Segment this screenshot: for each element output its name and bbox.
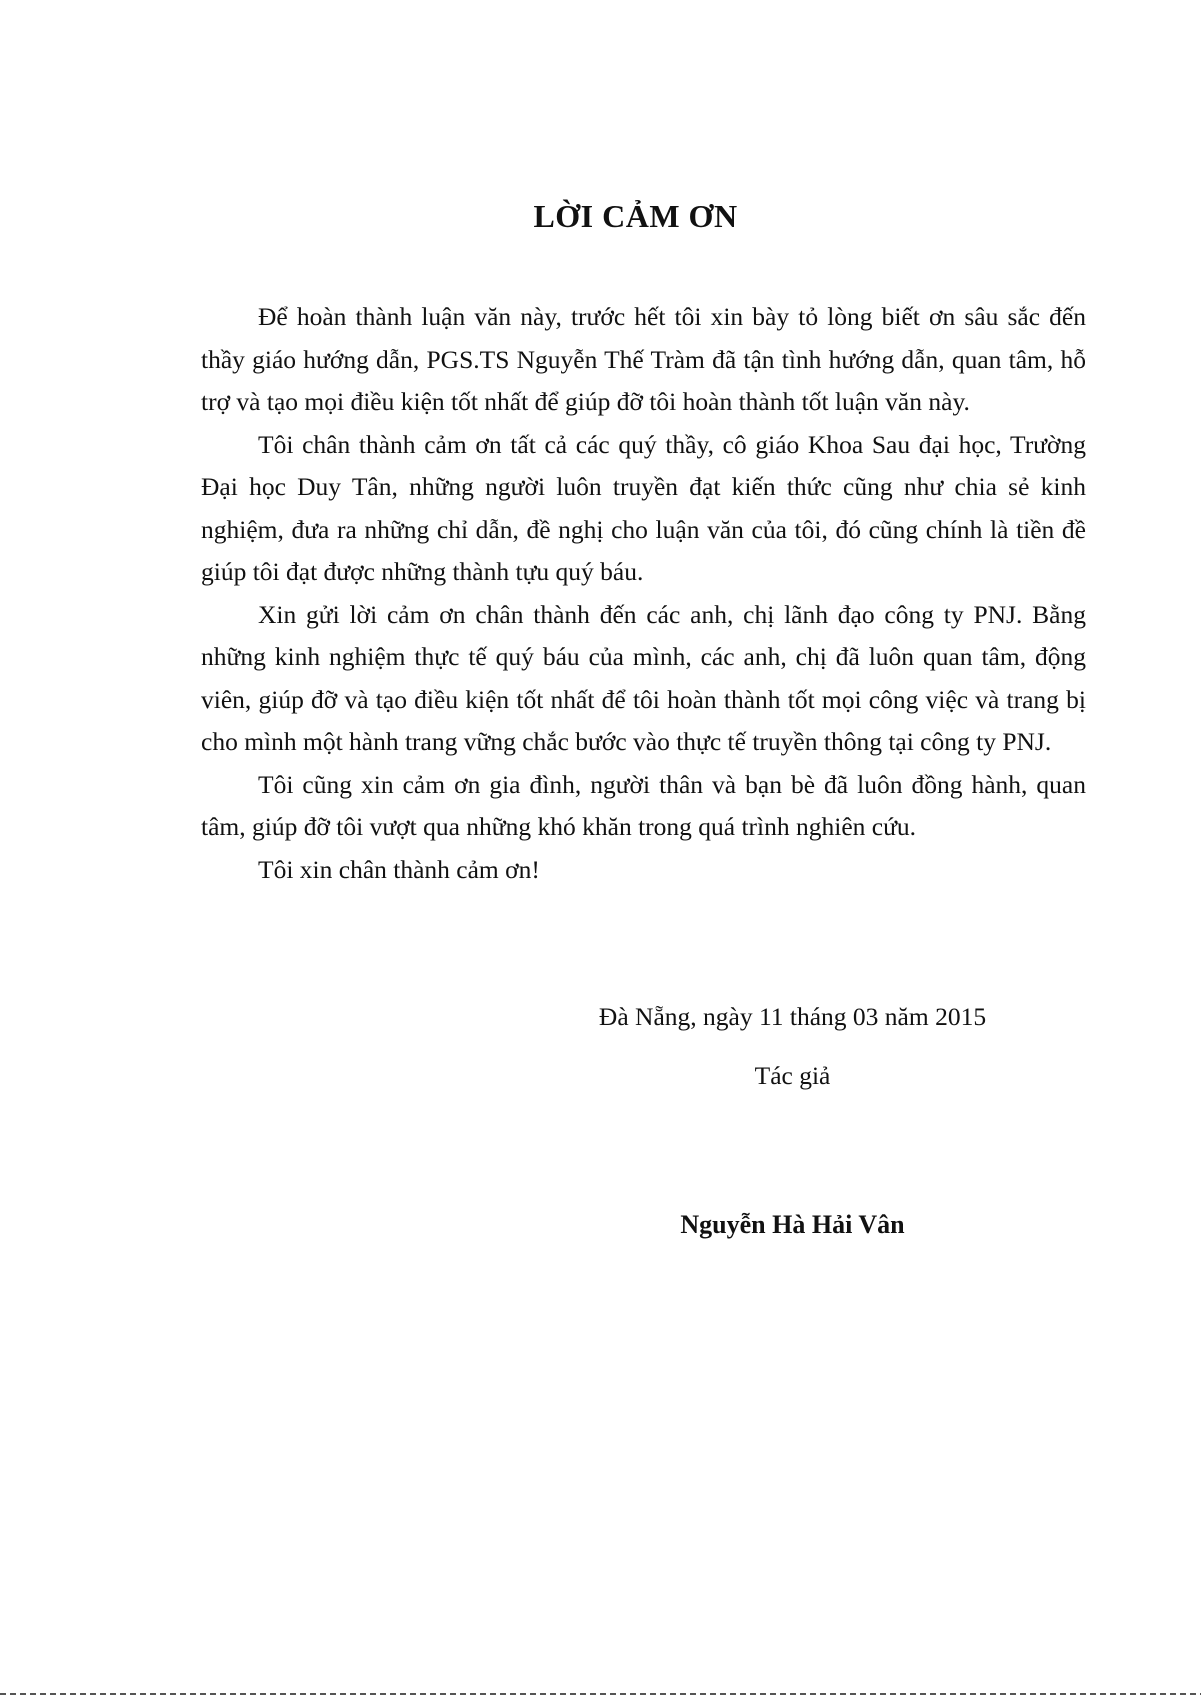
paragraph-family: Tôi cũng xin cảm ơn gia đình, người thân và bạn bè đã luôn đồng hành, quan tâm, giúp đỡ tôi vượt qua những khó khăn trong quá trình nghiên cứu. — [201, 769, 1086, 841]
paragraph-closing: Tôi xin chân thành cảm ơn! — [258, 854, 540, 884]
place-date: Đà Nẵng, ngày 11 tháng 03 năm 2015 — [598, 1002, 987, 1031]
page-title: LỜI CẢM ƠN — [533, 198, 738, 234]
page-bottom-border — [0, 1693, 1201, 1695]
paragraph-faculty: Tôi chân thành cảm ơn tất cả các quý thầy, cô giáo Khoa Sau đại học, Trường Đại học Duy Tân, những người luôn truyền đạt kiến thức cũng như chia sẻ kinh nghiệm, đưa ra những chỉ dẫn, đề nghị cho luận văn của tôi, đó cũng chính là tiền đề giúp tôi đạt được những thành tựu quý báu. — [201, 429, 1086, 586]
acknowledgement-body — [201, 296, 1086, 891]
paragraph-advisor: Để hoàn thành luận văn này, trước hết tôi xin bày tỏ lòng biết ơn sâu sắc đến thầy giáo hướng dẫn, PGS.TS Nguyễn Thế Tràm đã tận tình hướng dẫn, quan tâm, hỗ trợ và tạo mọi điều kiện tốt nhất để giúp đỡ tôi hoàn thành tốt luận văn này. — [201, 302, 1086, 416]
author-name: Nguyễn Hà Hải Vân — [680, 1210, 905, 1239]
author-role: Tác giả — [754, 1061, 831, 1090]
paragraph-company: Xin gửi lời cảm ơn chân thành đến các anh, chị lãnh đạo công ty PNJ. Bằng những kinh nghiệm thực tế quý báu của mình, các anh, chị đã luôn quan tâm, động viên, giúp đỡ và tạo điều kiện tốt nhất để tôi hoàn thành tốt mọi công việc và trang bị cho mình một hành trang vững chắc bước vào thực tế truyền thông tại công ty PNJ. — [201, 599, 1086, 756]
